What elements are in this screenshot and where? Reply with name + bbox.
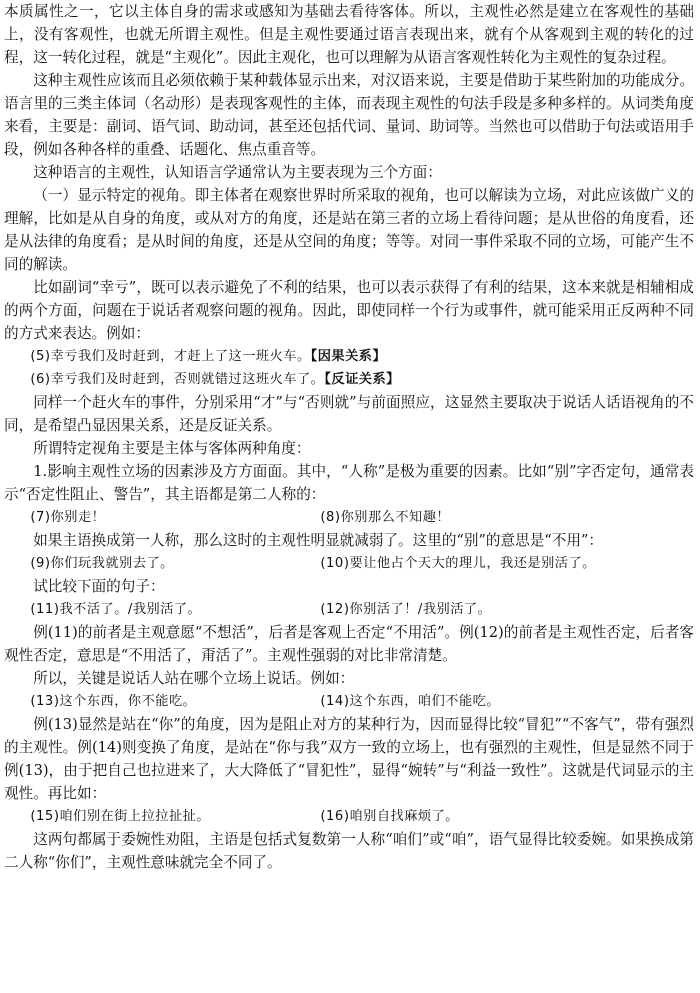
example-10: (10)要让他占个天大的理儿，我还是别活了。 <box>320 556 596 571</box>
example-6 <box>4 368 694 391</box>
example-16: (16)咱别自找麻烦了。 <box>320 809 459 824</box>
paragraph-12: 所以，关键是说话人站在哪个立场上说话。例如： <box>33 670 355 687</box>
example-5-tag: 【因果关系】 <box>310 349 387 364</box>
paragraph-10: 试比较下面的句子： <box>33 578 165 595</box>
example-5 <box>4 345 694 368</box>
example-pair-7-8 <box>4 506 694 529</box>
paragraph-11: 例(11)的前者是主观意愿“不想活”，后者是客观上否定“不用活”。例(12)的前者是主观性否定，后者客观性否定，意思是“不用活了，甭活了”。主观性强弱的对比非常清楚。 <box>4 624 694 664</box>
paragraph-2: 这种主观性应该而且必须依赖于某种载体显示出来，对汉语来说，主要是借助于某些附加的功能成分。语言里的三类主体词（名动形）是表现客观性的主体，而表现主观性的句法手段是多种多样的。从词类角度来看，主要是：副词、语气词、助动词，甚至还包括代词、量词、助词等。当然也可以借助于句法或语用手段，例如各种各样的重叠、话题化、焦点重音等。 <box>4 72 694 158</box>
example-pair-15-16 <box>4 805 694 828</box>
example-pair-9-10 <box>4 552 694 575</box>
example-12: (12)你别活了！/我别活了。 <box>320 602 492 617</box>
example-15: (15)咱们别在街上拉拉扯扯。 <box>30 809 211 824</box>
paragraph-6: 同样一个赶火车的事件，分别采用“才”与“否则就”与前面照应，这显然主要取决于说话人话语视角的不同，是希望凸显因果关系，还是反证关系。 <box>4 394 694 434</box>
example-pair-13-14 <box>4 690 694 713</box>
paragraph-3: 这种语言的主观性，认知语言学通常认为主要表现为三个方面： <box>33 164 442 181</box>
example-6-text: (6)幸亏我们及时赶到，否则就错过这班火车了。 <box>30 372 325 387</box>
paragraph-9: 如果主语换成第一人称，那么这时的主观性明显就减弱了。这里的“别”的意思是“不用”： <box>33 532 604 549</box>
example-5-text: (5)幸亏我们及时赶到，才赶上了这一班火车。 <box>30 349 311 364</box>
example-11: (11)我不活了。/我别活了。 <box>30 602 202 617</box>
example-13: (13)这个东西，你不能吃。 <box>30 694 197 709</box>
example-14: (14)这个东西，咱们不能吃。 <box>320 694 501 709</box>
example-9: (9)你们玩我就别去了。 <box>30 556 174 571</box>
paragraph-13: 例(13)显然是站在“你”的角度，因为是阻止对方的某种行为，因而显得比较“冒犯”“不客气”，带有强烈的主观性。例(14)则变换了角度，是站在“你与我”双方一致的立场上，也有强烈的主观性，但是显然不同于例(13)，由于把自己也拉进来了，大大降低了“冒犯性”，显得“婉转”与“利益一致性”。这就是代词显示的主观性。再比如： <box>4 716 694 802</box>
paragraph-4: （一）显示特定的视角。即主体者在观察世界时所采取的视角，也可以解读为立场，对此应该做广义的理解，比如是从自身的角度，或从对方的角度，还是站在第三者的立场上看待问题；是从世俗的角度看，还是从法律的角度看；是从时间的角度，还是从空间的角度；等等。对同一事件采取不同的立场，可能产生不同的解读。 <box>4 187 694 273</box>
example-8: (8)你别那么不知趣！ <box>320 510 451 525</box>
example-6-tag: 【反证关系】 <box>324 372 400 387</box>
paragraph-1: 本质属性之一，它以主体自身的需求或感知为基础去看待客体。所以，主观性必然是建立在客观性的基础上，没有客观性，也就无所谓主观性。但是主观性要通过语言表现出来，就有个从客观到主观的转化的过程，这一转化过程，就是“主观化”。因此主观化，也可以理解为从语言客观性转化为主观性的复杂过程。 <box>4 3 694 66</box>
paragraph-7: 所谓特定视角主要是主体与客体两种角度： <box>33 440 311 457</box>
example-7: (7)你别走！ <box>30 510 106 525</box>
example-pair-11-12 <box>4 598 694 621</box>
paragraph-5: 比如副词“幸亏”，既可以表示避免了不利的结果，也可以表示获得了有利的结果，这本来就是相辅相成的两个方面，问题在于说话者观察问题的视角。因此，即使同样一个行为或事件，就可能采用正反两种不同的方式来表达。例如： <box>4 279 694 342</box>
paragraph-14: 这两句都属于委婉性劝阻，主语是包括式复数第一人称“咱们”或“咱”，语气显得比较委婉。如果换成第二人称“你们”，主观性意味就完全不同了。 <box>4 831 694 871</box>
paragraph-8: 1.影响主观性立场的因素涉及方方面面。其中，“人称”是极为重要的因素。比如“别”字否定句，通常表示“否定性阻止、警告”，其主语都是第二人称的： <box>4 463 694 503</box>
